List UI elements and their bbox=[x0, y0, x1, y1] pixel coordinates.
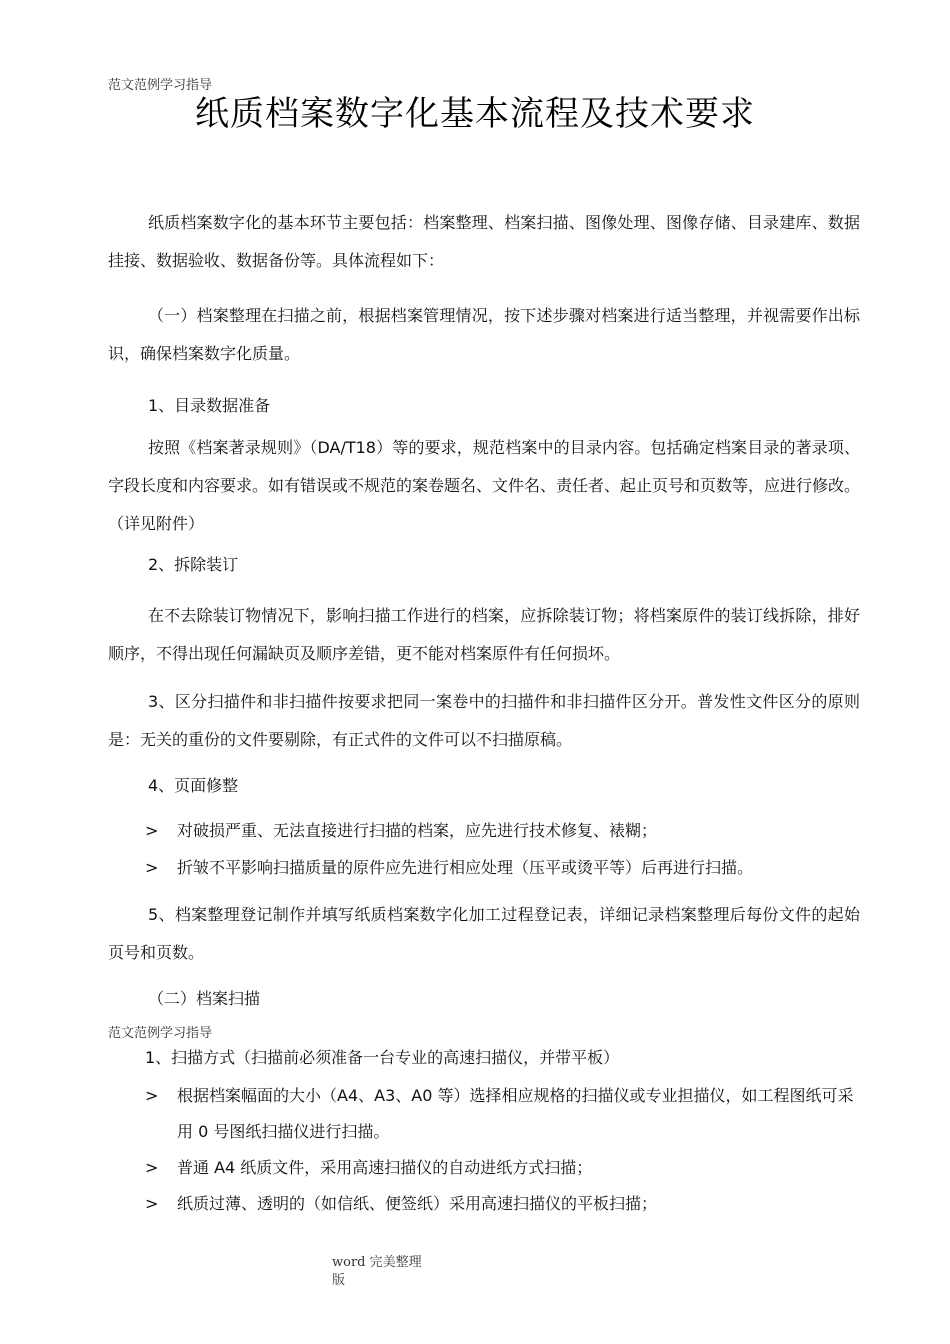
bullet-marker: > bbox=[145, 1158, 159, 1177]
section2-heading: （二）档案扫描 bbox=[148, 989, 261, 1008]
page-footer: word 完美整理版 bbox=[332, 1255, 422, 1288]
item5-paragraph: 5、档案整理登记制作并填写纸质档案数字化加工过程登记表，详细记录档案整理后每份文件的起始页号和页数。 bbox=[108, 905, 860, 962]
bullet-text: 对破损严重、无法直接进行扫描的档案，应先进行技术修复、裱糊； bbox=[177, 821, 658, 840]
intro-paragraph: 纸质档案数字化的基本环节主要包括：档案整理、档案扫描、图像处理、图像存储、目录建库、数据挂接、数据验收、数据备份等。具体流程如下： bbox=[108, 213, 860, 270]
bullet-text: 纸质过薄、透明的（如信纸、便签纸）采用高速扫描仪的平板扫描； bbox=[177, 1194, 658, 1213]
document-title: 纸质档案数字化基本流程及技术要求 bbox=[195, 94, 755, 134]
bullet-marker: > bbox=[145, 1086, 159, 1105]
bullet-marker: > bbox=[145, 858, 159, 877]
bullet-marker: > bbox=[145, 1194, 159, 1213]
list-item bbox=[145, 1078, 860, 1150]
item3-paragraph: 3、区分扫描件和非扫描件按要求把同一案卷中的扫描件和非扫描件区分开。普发性文件区分的原则是：无关的重份的文件要剔除，有正式件的文件可以不扫描原稿。 bbox=[108, 692, 860, 749]
item1-heading: 1、目录数据准备 bbox=[148, 396, 271, 415]
bullet-text: 根据档案幅面的大小（A4、A3、A0 等）选择相应规格的扫描仪或专业担描仪，如工程图纸可采用 0 号图纸扫描仪进行扫描。 bbox=[177, 1086, 854, 1141]
list-item bbox=[145, 850, 860, 886]
item4-heading: 4、页面修整 bbox=[148, 776, 239, 795]
item2-paragraph: 在不去除装订物情况下，影响扫描工作进行的档案，应拆除装订物；将档案原件的装订线拆除，排好顺序，不得出现任何漏缺页及顺序差错，更不能对档案原件有任何损坏。 bbox=[108, 606, 860, 663]
item1-paragraph: 按照《档案著录规则》（DA/T18）等的要求，规范档案中的目录内容。包括确定档案目录的著录项、字段长度和内容要求。如有错误或不规范的案卷题名、文件名、责任者、起止页号和页数等，应进行修改。（详见附件） bbox=[108, 438, 861, 533]
item2-heading: 2、拆除装订 bbox=[148, 555, 239, 574]
section1-paragraph: （一）档案整理在扫描之前，根据档案管理情况，按下述步骤对档案进行适当整理，并视需要作出标识，确保档案数字化质量。 bbox=[108, 306, 860, 363]
list-item bbox=[145, 813, 860, 849]
page-header: 范文范例学习指导 bbox=[108, 78, 213, 93]
list-item bbox=[145, 1150, 860, 1186]
scan-method-heading: 1、扫描方式（扫描前必须准备一台专业的高速扫描仪，并带平板） bbox=[145, 1048, 620, 1067]
bullet-text: 普通 A4 纸质文件，采用高速扫描仪的自动进纸方式扫描； bbox=[177, 1158, 593, 1177]
list-item bbox=[145, 1186, 860, 1222]
page-header: 范文范例学习指导 bbox=[108, 1026, 213, 1041]
bullet-marker: > bbox=[145, 821, 159, 840]
bullet-text: 折皱不平影响扫描质量的原件应先进行相应处理（压平或烫平等）后再进行扫描。 bbox=[177, 858, 754, 877]
